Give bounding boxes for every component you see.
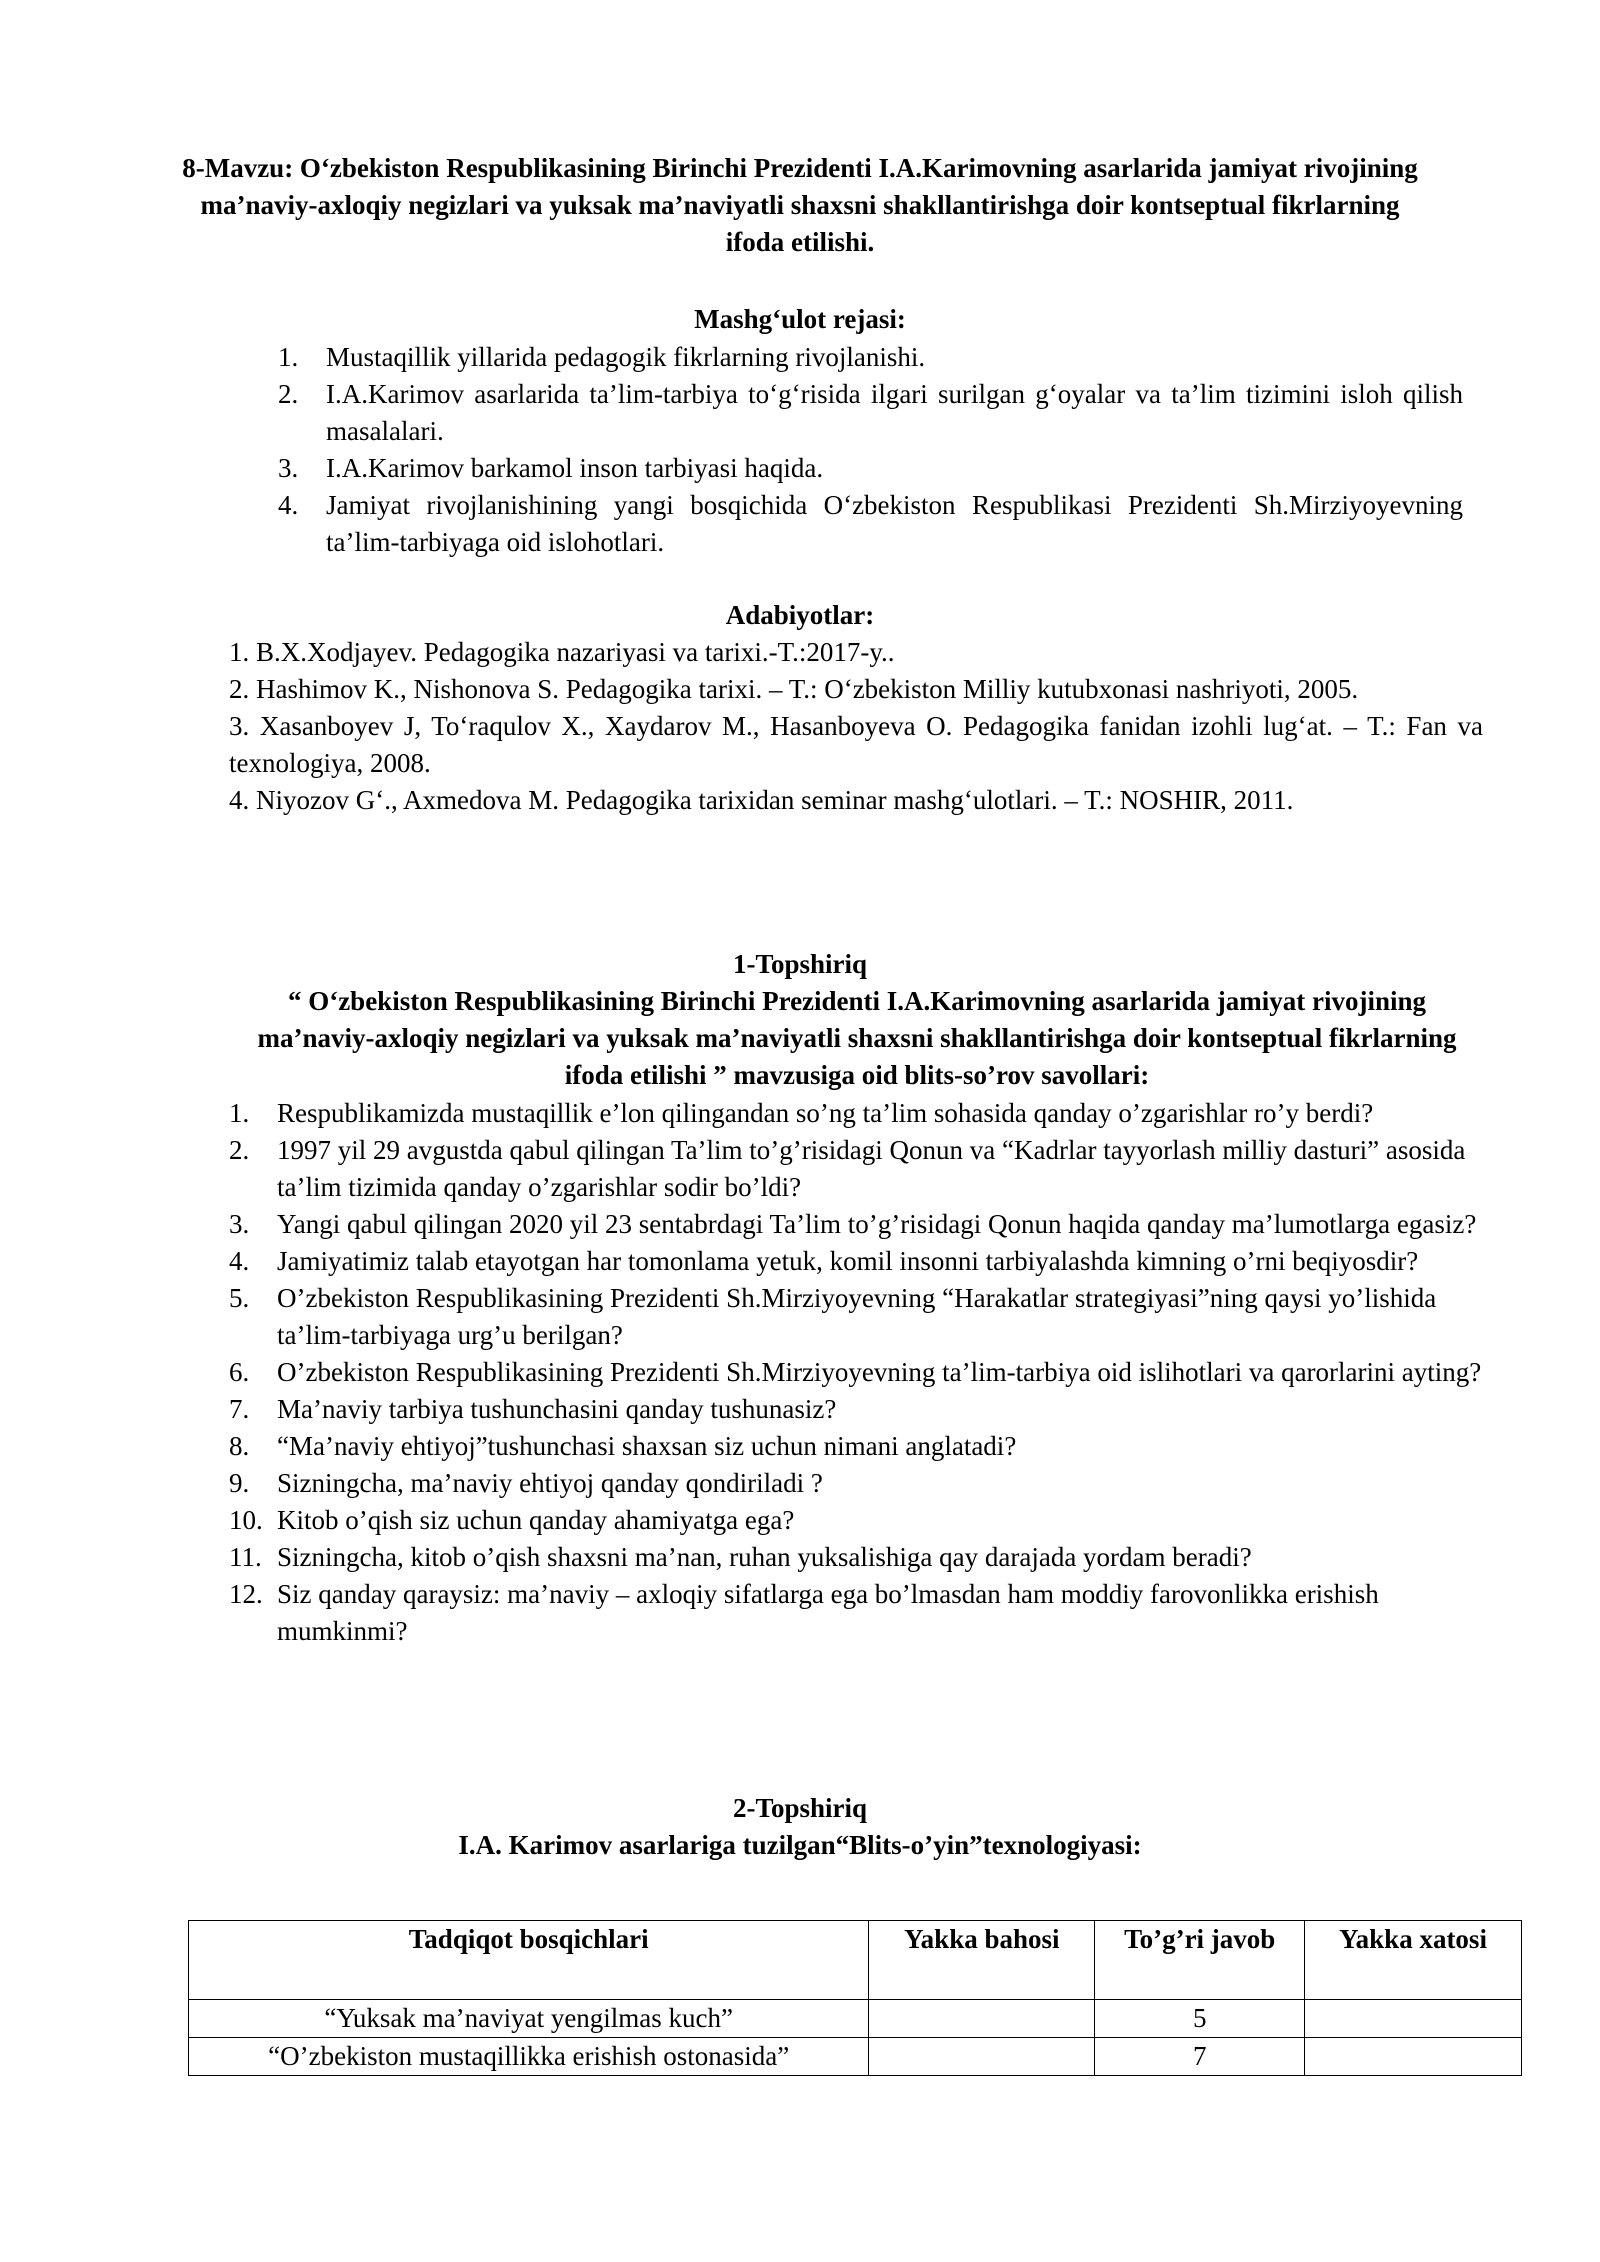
question-number: 6.: [229, 1357, 250, 1387]
literature-list: [229, 634, 1483, 819]
table-cell: “Yuksak ma’naviyat yengilmas kuch”: [189, 2000, 869, 2038]
question-number: 1.: [229, 1098, 250, 1128]
question-item: [229, 1465, 1489, 1502]
question-number: 8.: [229, 1431, 250, 1461]
blits-table: [188, 1920, 1522, 2076]
question-text: Respublikamizda mustaqillik e’lon qilingandan so’ng ta’lim sohasida qanday o’zgarishlar ro’y berdi?: [277, 1098, 1374, 1128]
plan-list: [258, 339, 1463, 561]
table-cell: 7: [1095, 2038, 1305, 2076]
plan-heading: Mashg‘ulot rejasi:: [694, 304, 906, 334]
table-row: [189, 2038, 1522, 2076]
table-cell: [869, 2000, 1095, 2038]
question-text: “Ma’naviy ehtiyoj”tushunchasi shaxsan siz uchun nimani anglatadi?: [277, 1431, 1017, 1461]
question-text: O’zbekiston Respublikasining Prezidenti Sh.Mirziyoyevning “Harakatlar strategiyasi”ning qaysi yo’lishida ta’lim-tarbiyaga urg’u berilgan?: [277, 1283, 1437, 1350]
question-item: [229, 1539, 1489, 1576]
column-header: Yakka xatosi: [1305, 1921, 1522, 2000]
literature-item: 4. Niyozov G‘., Axmedova M. Pedagogika tarixidan seminar mashg‘ulotlari. – T.: NOSHIR, 2011.: [229, 785, 1294, 815]
question-text: Siz qanday qaraysiz: ma’naviy – axloqiy sifatlarga ega bo’lmasdan ham moddiy farovonlikka erishish mumkinmi?: [277, 1579, 1379, 1646]
question-number: 7.: [229, 1394, 250, 1424]
plan-item-text: I.A.Karimov barkamol inson tarbiyasi haqida.: [326, 453, 824, 483]
question-item: [229, 1280, 1489, 1354]
document-title: 8-Mavzu: O‘zbekiston Respublikasining Birinchi Prezidenti I.A.Karimovning asarlarida jamiyat rivojining ma’naviy-axloqiy negizlari va yuksak ma’naviyatli shaxsni shakllantirishga doir kontseptual fikrlarning ifoda etilishi.: [182, 153, 1418, 257]
question-item: [229, 1391, 1489, 1428]
question-item: [229, 1502, 1489, 1539]
question-text: Ma’naviy tarbiya tushunchasini qanday tushunasiz?: [277, 1394, 837, 1424]
question-text: Kitob o’qish siz uchun qanday ahamiyatga ega?: [277, 1505, 795, 1535]
plan-item: [258, 339, 1463, 376]
plan-item-number: 1.: [278, 342, 299, 372]
table-cell: [869, 2038, 1095, 2076]
plan-item-number: 3.: [278, 453, 299, 483]
plan-item-text: Mustaqillik yillarida pedagogik fikrlarning rivojlanishi.: [326, 342, 926, 372]
question-text: Yangi qabul qilingan 2020 yil 23 sentabrdagi Ta’lim to’g’risidagi Qonun haqida qanday ma’lumotlarga egasiz?: [277, 1209, 1477, 1239]
task2-heading: 2-Topshiriq: [732, 1793, 868, 1823]
column-header: Tadqiqot bosqichlari: [189, 1921, 869, 2000]
question-number: 3.: [229, 1209, 250, 1239]
column-header: Yakka bahosi: [869, 1921, 1095, 2000]
question-list: [229, 1095, 1489, 1650]
plan-item-text: I.A.Karimov asarlarida ta’lim-tarbiya to‘g‘risida ilgari surilgan g‘oyalar va ta’lim tizimini isloh qilish masalalari.: [326, 379, 1463, 446]
question-item: [229, 1095, 1489, 1132]
table-row: [189, 2000, 1522, 2038]
table-cell: [1305, 2000, 1522, 2038]
question-number: 12.: [229, 1579, 263, 1609]
question-text: Sizningcha, ma’naviy ehtiyoj qanday qondiriladi ?: [277, 1468, 823, 1498]
question-text: Jamiyatimiz talab etayotgan har tomonlama yetuk, komil insonni tarbiyalashda kimning o’rni beqiyosdir?: [277, 1246, 1419, 1276]
table-cell: 5: [1095, 2000, 1305, 2038]
table-cell: “O’zbekiston mustaqillikka erishish ostonasida”: [189, 2038, 869, 2076]
table-header-row: [189, 1921, 1522, 2000]
question-item: [229, 1428, 1489, 1465]
question-item: [229, 1132, 1489, 1206]
task1-title: “ O‘zbekiston Respublikasining Birinchi Prezidenti I.A.Karimovning asarlarida jamiyat rivojining ma’naviy-axloqiy negizlari va yuksak ma’naviyatli shaxsni shakllantirishga doir kontseptual fikrlarning ifoda etilishi ” mavzusiga oid blits-so’rov savollari:: [257, 986, 1457, 1090]
literature-item: 2. Hashimov K., Nishonova S. Pedagogika tarixi. – T.: O‘zbekiston Milliy kutubxonasi nashriyoti, 2005.: [229, 674, 1359, 704]
question-item: [229, 1243, 1489, 1280]
literature-item: 3. Xasanboyev J, To‘raqulov X., Xaydarov M., Hasanboyeva O. Pedagogika fanidan izohli lug‘at. – T.: Fan va texnologiya, 2008.: [229, 711, 1483, 778]
table-cell: [1305, 2038, 1522, 2076]
plan-item-text: Jamiyat rivojlanishining yangi bosqichida O‘zbekiston Respublikasi Prezidenti Sh.Mirziyoyevning ta’lim-tarbiyaga oid islohotlari.: [326, 490, 1463, 557]
question-number: 9.: [229, 1468, 250, 1498]
question-number: 5.: [229, 1283, 250, 1313]
question-item: [229, 1354, 1489, 1391]
question-item: [229, 1206, 1489, 1243]
question-number: 11.: [229, 1542, 262, 1572]
question-text: O’zbekiston Respublikasining Prezidenti Sh.Mirziyoyevning ta’lim-tarbiya oid islihotlari va qarorlarini ayting?: [277, 1357, 1482, 1387]
question-number: 2.: [229, 1135, 250, 1165]
literature-heading: Adabiyotlar:: [725, 600, 875, 630]
task1-heading: 1-Topshiriq: [732, 949, 868, 979]
question-item: [229, 1576, 1489, 1650]
question-text: 1997 yil 29 avgustda qabul qilingan Ta’lim to’g’risidagi Qonun va “Kadrlar tayyorlash milliy dasturi” asosida ta’lim tizimida qanday o’zgarishlar sodir bo’ldi?: [277, 1135, 1466, 1202]
question-text: Sizningcha, kitob o’qish shaxsni ma’nan, ruhan yuksalishiga qay darajada yordam beradi?: [277, 1542, 1252, 1572]
plan-item-number: 4.: [278, 490, 299, 520]
plan-item-number: 2.: [278, 379, 299, 409]
task2-title: I.A. Karimov asarlariga tuzilgan“Blits-o’yin”texnologiyasi:: [458, 1830, 1142, 1860]
plan-item: [258, 487, 1463, 561]
literature-item: 1. B.X.Xodjayev. Pedagogika nazariyasi va tarixi.-T.:2017-y..: [229, 637, 895, 667]
question-number: 4.: [229, 1246, 250, 1276]
plan-item: [258, 376, 1463, 450]
plan-item: [258, 450, 1463, 487]
column-header: To’g’ri javob: [1095, 1921, 1305, 2000]
question-number: 10.: [229, 1505, 263, 1535]
